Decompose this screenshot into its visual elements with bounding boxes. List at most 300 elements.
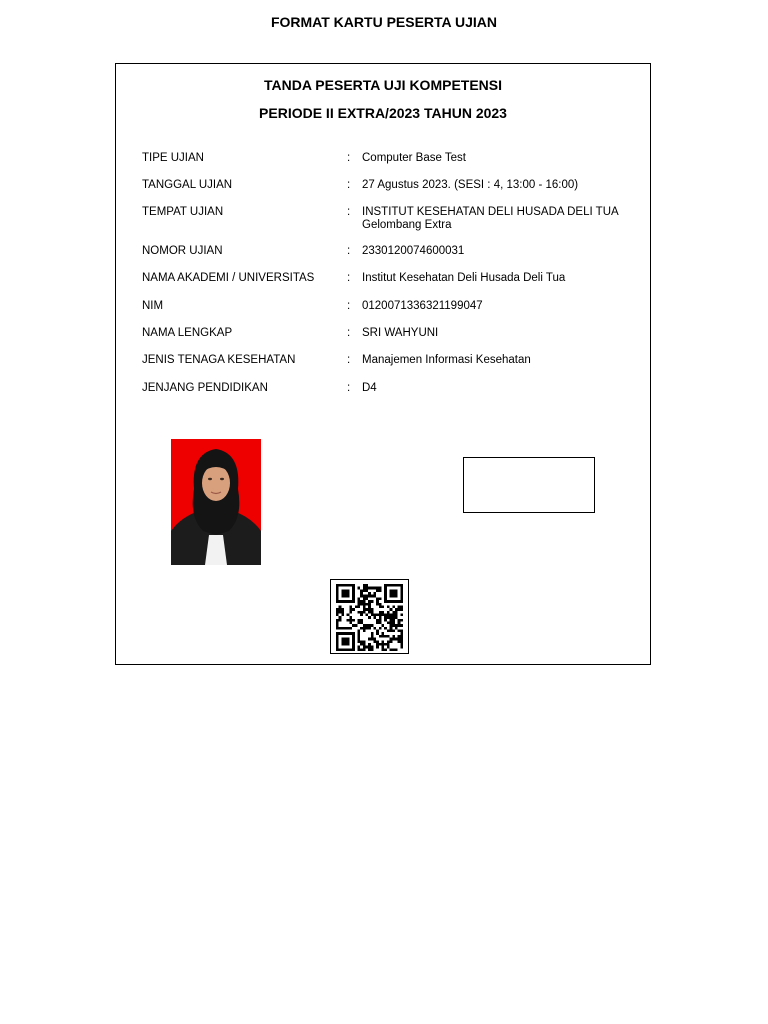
qr-module: [339, 616, 342, 619]
qr-module: [390, 648, 393, 651]
qr-module: [384, 619, 387, 622]
qr-module: [400, 640, 403, 643]
field-label: NOMOR UJIAN: [142, 245, 223, 257]
qr-module: [371, 595, 374, 598]
qr-module: [392, 619, 395, 622]
qr-module: [341, 592, 344, 595]
qr-module: [363, 587, 366, 590]
qr-module: [344, 648, 347, 651]
qr-module: [363, 640, 366, 643]
qr-module: [392, 595, 395, 598]
qr-module: [357, 605, 360, 608]
field-value: Manajemen Informasi Kesehatan: [362, 354, 531, 366]
qr-module: [360, 600, 363, 603]
qr-module: [376, 603, 379, 606]
qr-module: [349, 622, 352, 625]
field-value-line2: Gelombang Extra: [362, 219, 452, 231]
qr-module: [400, 595, 403, 598]
qr-module: [341, 611, 344, 614]
qr-module: [392, 600, 395, 603]
qr-module: [395, 648, 398, 651]
qr-module: [400, 600, 403, 603]
qr-module: [344, 584, 347, 587]
qr-module: [363, 608, 366, 611]
qr-module: [376, 619, 379, 622]
qr-module: [349, 608, 352, 611]
qr-module: [387, 616, 390, 619]
field-value: [362, 206, 642, 232]
qr-module: [352, 638, 355, 641]
qr-module: [339, 648, 342, 651]
qr-module: [357, 632, 360, 635]
qr-module: [365, 608, 368, 611]
qr-module: [357, 640, 360, 643]
qr-code: [330, 579, 409, 654]
qr-module: [376, 597, 379, 600]
participant-photo-image: [171, 439, 261, 565]
qr-module: [395, 589, 398, 592]
qr-module: [371, 613, 374, 616]
qr-module: [352, 589, 355, 592]
qr-module: [392, 611, 395, 614]
qr-module: [368, 600, 371, 603]
qr-module: [387, 622, 390, 625]
qr-module: [379, 605, 382, 608]
qr-module: [339, 611, 342, 614]
qr-module: [374, 640, 377, 643]
qr-module: [376, 630, 379, 633]
qr-module: [374, 627, 377, 630]
qr-module: [387, 643, 390, 646]
qr-module: [382, 643, 385, 646]
qr-module: [347, 600, 350, 603]
qr-module: [336, 608, 339, 611]
qr-module: [392, 630, 395, 633]
qr-module: [365, 589, 368, 592]
qr-module: [341, 627, 344, 630]
qr-module: [379, 611, 382, 614]
qr-module: [376, 587, 379, 590]
qr-module: [376, 640, 379, 643]
qr-module: [379, 616, 382, 619]
qr-module: [376, 600, 379, 603]
qr-module: [352, 595, 355, 598]
qr-module: [347, 592, 350, 595]
qr-module: [360, 613, 363, 616]
qr-module: [387, 584, 390, 587]
qr-module: [352, 600, 355, 603]
field-value: 0120071336321199047: [362, 300, 483, 312]
qr-module: [352, 584, 355, 587]
qr-module: [384, 613, 387, 616]
qr-module: [395, 595, 398, 598]
qr-module: [339, 627, 342, 630]
qr-module: [376, 643, 379, 646]
qr-module: [395, 600, 398, 603]
qr-module: [347, 595, 350, 598]
qr-module: [382, 605, 385, 608]
qr-module: [352, 592, 355, 595]
qr-module: [400, 592, 403, 595]
qr-module: [398, 630, 401, 633]
qr-module: [371, 648, 374, 651]
qr-module: [357, 638, 360, 641]
qr-module: [344, 600, 347, 603]
qr-module: [357, 648, 360, 651]
qr-module: [349, 632, 352, 635]
qr-module: [384, 616, 387, 619]
qr-module: [376, 646, 379, 649]
card-heading-title: TANDA PESERTA UJI KOMPETENSI: [263, 77, 503, 93]
qr-module: [379, 622, 382, 625]
qr-module: [384, 589, 387, 592]
qr-module: [392, 589, 395, 592]
qr-module: [336, 613, 339, 616]
qr-module: [357, 635, 360, 638]
qr-module: [400, 638, 403, 641]
qr-module: [395, 613, 398, 616]
qr-module: [336, 622, 339, 625]
qr-module: [390, 640, 393, 643]
signature-box: [463, 457, 595, 513]
qr-module: [341, 608, 344, 611]
qr-module: [374, 613, 377, 616]
qr-module: [387, 635, 390, 638]
qr-module: [344, 627, 347, 630]
qr-module: [368, 592, 371, 595]
qr-module: [336, 635, 339, 638]
qr-module: [365, 584, 368, 587]
qr-module: [382, 646, 385, 649]
qr-module: [400, 635, 403, 638]
participant-photo: [171, 439, 261, 565]
qr-module: [398, 622, 401, 625]
qr-module: [355, 624, 358, 627]
qr-module: [384, 587, 387, 590]
qr-module: [360, 627, 363, 630]
qr-module: [374, 592, 377, 595]
exam-card: [115, 63, 651, 665]
qr-module: [382, 624, 385, 627]
qr-module: [365, 595, 368, 598]
qr-module: [363, 630, 366, 633]
qr-module: [384, 648, 387, 651]
qr-module: [339, 584, 342, 587]
qr-module: [357, 611, 360, 614]
qr-module: [390, 613, 393, 616]
qr-module: [352, 597, 355, 600]
qr-module: [384, 584, 387, 587]
qr-module: [336, 611, 339, 614]
qr-module: [390, 630, 393, 633]
qr-module: [368, 603, 371, 606]
qr-module: [368, 616, 371, 619]
qr-module: [374, 595, 377, 598]
document-title: FORMAT KARTU PESERTA UJIAN: [270, 14, 498, 30]
field-value: 27 Agustus 2023. (SESI : 4, 13:00 - 16:00): [362, 179, 579, 191]
qr-module: [400, 624, 403, 627]
qr-module: [371, 608, 374, 611]
qr-module: [363, 600, 366, 603]
qr-module: [360, 648, 363, 651]
qr-module: [336, 619, 339, 622]
qr-module: [336, 595, 339, 598]
qr-module: [400, 589, 403, 592]
qr-module: [363, 648, 366, 651]
qr-module: [357, 600, 360, 603]
field-separator: :: [347, 327, 351, 339]
qr-module: [379, 643, 382, 646]
qr-module: [344, 638, 347, 641]
qr-module: [352, 635, 355, 638]
qr-module: [384, 643, 387, 646]
field-label: NAMA AKADEMI / UNIVERSITAS: [142, 272, 315, 284]
field-label: NAMA LENGKAP: [142, 327, 233, 339]
qr-module: [341, 600, 344, 603]
qr-module: [360, 619, 363, 622]
qr-module: [352, 632, 355, 635]
field-value: Institut Kesehatan Deli Husada Deli Tua: [362, 272, 566, 284]
qr-module: [341, 613, 344, 616]
qr-module: [387, 640, 390, 643]
qr-module: [392, 605, 395, 608]
field-separator: :: [347, 300, 351, 312]
qr-module: [360, 589, 363, 592]
field-label: TIPE UJIAN: [142, 152, 204, 164]
qr-module: [379, 589, 382, 592]
qr-module: [395, 627, 398, 630]
qr-module: [368, 587, 371, 590]
qr-module: [398, 640, 401, 643]
qr-module: [398, 605, 401, 608]
qr-module: [382, 648, 385, 651]
qr-module: [387, 613, 390, 616]
qr-module: [363, 611, 366, 614]
qr-module: [368, 595, 371, 598]
qr-module: [336, 646, 339, 649]
qr-module: [341, 648, 344, 651]
field-label: NIM: [142, 300, 164, 312]
qr-module: [336, 597, 339, 600]
qr-module: [349, 648, 352, 651]
qr-module: [347, 613, 350, 616]
qr-module: [400, 587, 403, 590]
qr-module: [355, 605, 358, 608]
qr-module: [347, 589, 350, 592]
qr-module: [368, 605, 371, 608]
qr-module: [374, 638, 377, 641]
qr-module: [392, 613, 395, 616]
qr-module: [395, 624, 398, 627]
qr-module: [349, 619, 352, 622]
qr-module: [384, 597, 387, 600]
qr-module: [347, 640, 350, 643]
field-value: SRI WAHYUNI: [362, 327, 439, 339]
qr-module: [392, 638, 395, 641]
qr-module: [395, 584, 398, 587]
qr-module: [382, 611, 385, 614]
qr-module: [368, 643, 371, 646]
qr-module: [360, 640, 363, 643]
qr-module: [390, 622, 393, 625]
qr-module: [360, 595, 363, 598]
qr-module: [352, 640, 355, 643]
qr-module: [371, 646, 374, 649]
qr-module: [384, 600, 387, 603]
qr-module: [374, 587, 377, 590]
qr-module: [376, 622, 379, 625]
qr-module: [344, 632, 347, 635]
qr-module: [368, 611, 371, 614]
qr-module: [392, 584, 395, 587]
qr-module: [387, 646, 390, 649]
qr-module: [360, 592, 363, 595]
qr-code-icon: [336, 584, 403, 651]
qr-module: [390, 627, 393, 630]
qr-module: [365, 646, 368, 649]
qr-module: [400, 632, 403, 635]
qr-module: [390, 584, 393, 587]
qr-module: [341, 632, 344, 635]
qr-module: [349, 616, 352, 619]
qr-module: [365, 627, 368, 630]
qr-module: [398, 600, 401, 603]
qr-module: [376, 632, 379, 635]
qr-module: [357, 597, 360, 600]
qr-module: [368, 648, 371, 651]
qr-module: [336, 638, 339, 641]
qr-module: [363, 624, 366, 627]
qr-module: [392, 648, 395, 651]
qr-module: [384, 635, 387, 638]
field-separator: :: [347, 206, 351, 218]
qr-module: [387, 630, 390, 633]
qr-module: [336, 587, 339, 590]
field-separator: :: [347, 382, 351, 394]
qr-module: [400, 619, 403, 622]
qr-module: [365, 587, 368, 590]
qr-module: [382, 635, 385, 638]
qr-module: [365, 613, 368, 616]
qr-module: [363, 627, 366, 630]
qr-module: [398, 635, 401, 638]
field-separator: :: [347, 245, 351, 257]
qr-module: [390, 592, 393, 595]
qr-module: [360, 643, 363, 646]
qr-module: [395, 592, 398, 595]
qr-module: [336, 600, 339, 603]
qr-module: [357, 603, 360, 606]
qr-module: [352, 587, 355, 590]
field-separator: :: [347, 272, 351, 284]
qr-module: [400, 643, 403, 646]
qr-module: [365, 603, 368, 606]
qr-module: [379, 587, 382, 590]
qr-module: [365, 624, 368, 627]
qr-module: [357, 622, 360, 625]
qr-module: [365, 597, 368, 600]
qr-module: [398, 608, 401, 611]
qr-module: [382, 613, 385, 616]
qr-module: [374, 616, 377, 619]
qr-module: [371, 587, 374, 590]
qr-module: [349, 584, 352, 587]
field-value-line1: INSTITUT KESEHATAN DELI HUSADA DELI TUA: [362, 206, 619, 218]
qr-module: [341, 595, 344, 598]
qr-module: [382, 632, 385, 635]
qr-module: [400, 613, 403, 616]
qr-module: [360, 611, 363, 614]
qr-module: [344, 592, 347, 595]
qr-module: [341, 589, 344, 592]
qr-module: [349, 627, 352, 630]
qr-module: [379, 613, 382, 616]
qr-module: [379, 619, 382, 622]
qr-module: [371, 635, 374, 638]
qr-module: [371, 624, 374, 627]
qr-module: [360, 603, 363, 606]
qr-module: [347, 648, 350, 651]
qr-module: [347, 619, 350, 622]
qr-module: [384, 627, 387, 630]
qr-module: [376, 613, 379, 616]
qr-module: [379, 627, 382, 630]
qr-module: [379, 603, 382, 606]
qr-module: [400, 605, 403, 608]
qr-module: [379, 597, 382, 600]
qr-module: [347, 643, 350, 646]
qr-module: [339, 600, 342, 603]
field-label: JENJANG PENDIDIKAN: [142, 382, 268, 394]
qr-module: [360, 622, 363, 625]
field-value: Computer Base Test: [362, 152, 466, 164]
qr-module: [344, 643, 347, 646]
qr-module: [390, 608, 393, 611]
qr-module: [363, 584, 366, 587]
qr-module: [357, 619, 360, 622]
qr-module: [400, 646, 403, 649]
qr-module: [341, 584, 344, 587]
field-separator: :: [347, 152, 351, 164]
qr-module: [341, 640, 344, 643]
qr-module: [390, 589, 393, 592]
qr-module: [344, 640, 347, 643]
qr-module: [336, 589, 339, 592]
qr-module: [349, 600, 352, 603]
qr-module: [368, 624, 371, 627]
qr-module: [368, 627, 371, 630]
qr-module: [395, 638, 398, 641]
qr-module: [336, 632, 339, 635]
qr-module: [339, 605, 342, 608]
qr-module: [363, 646, 366, 649]
qr-module: [390, 600, 393, 603]
qr-module: [347, 638, 350, 641]
qr-module: [382, 640, 385, 643]
qr-module: [341, 638, 344, 641]
qr-module: [371, 600, 374, 603]
qr-module: [400, 597, 403, 600]
qr-module: [363, 643, 366, 646]
qr-module: [400, 608, 403, 611]
qr-module: [352, 646, 355, 649]
qr-module: [357, 587, 360, 590]
qr-module: [352, 624, 355, 627]
qr-module: [336, 640, 339, 643]
qr-module: [347, 584, 350, 587]
qr-module: [392, 616, 395, 619]
qr-module: [371, 632, 374, 635]
